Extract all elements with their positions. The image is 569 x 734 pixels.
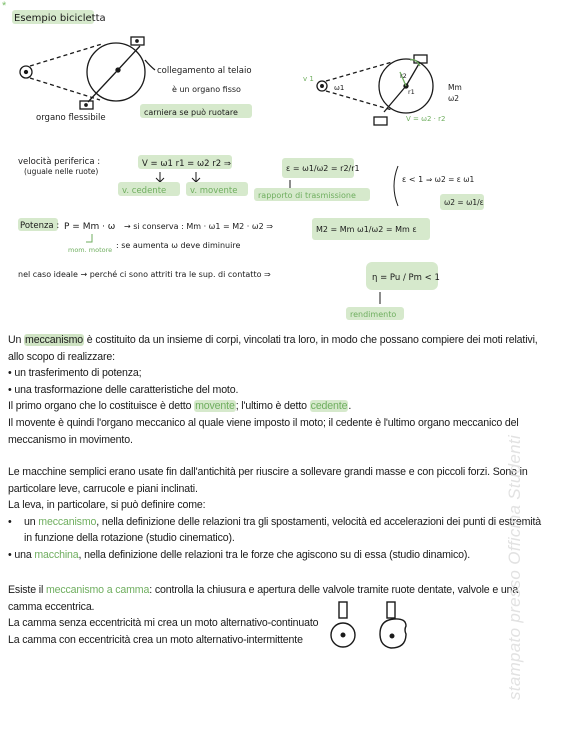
eps-less: ε < 1 (402, 175, 424, 184)
cases-brace (394, 166, 398, 206)
paragraph-camma (8, 582, 548, 615)
term-meccanismo-leva: meccanismo (38, 515, 97, 528)
paragraph-macchine-semplici: Le macchine semplici erano usate fin dall'antichità per riuscire a sollevare grandi masse e con piccoli forzi. Sono in particolare leve, carrucole e piani inclinati. (8, 466, 528, 495)
bicycle-diagram-left (20, 37, 155, 109)
bullet-trasferimento: • un trasferimento di potenza; (8, 367, 142, 380)
potenza-formula: P = Mm · ω (64, 222, 116, 232)
arrow-cedente (156, 172, 164, 182)
term-cedente: cedente (310, 400, 348, 413)
paragraph-camma-continuato: La camma senza eccentricità mi crea un moto alternativo-continuato (8, 617, 319, 630)
potenza-label: Potenza : (20, 221, 60, 231)
p2-text-b: ; l'ultimo è detto (235, 400, 310, 413)
paragraph-movente-cedente (8, 398, 548, 415)
label-organo-fisso: è un organo fisso (172, 85, 241, 94)
se-aumenta: : se aumenta ω deve diminuire (116, 241, 241, 250)
cam-sketches (328, 600, 418, 660)
label-carniera: carniera se può ruotare (144, 108, 238, 117)
term-macchina: macchina (34, 548, 79, 561)
eta-formula: η = Pu / Pm < 1 (372, 273, 440, 283)
label-w1: ω1 (334, 84, 345, 92)
si-conserva: → si conserva : Mm · ω1 = M2 · ω2 ⇒ (124, 222, 273, 231)
notes-title: Esempio bicicletta (14, 13, 106, 24)
corner-star-icon: * (2, 0, 7, 12)
term-meccanismo: meccanismo (25, 334, 84, 346)
epsilon-formula: ε = ω1/ω2 = r2/r1 (286, 164, 360, 173)
arrow-mom-motore (86, 234, 92, 242)
handwritten-notes (0, 0, 569, 330)
label-r1: r1 (408, 88, 415, 96)
rendimento: rendimento (350, 310, 397, 319)
p6-text-b: : controlla la chiusura e apertura delle valvole tramite ruote dentate, valvole e una camma eccentrica. (8, 584, 519, 613)
paragraph-meccanismo (8, 332, 548, 365)
eps-cases: ω2 = ω1/ε (444, 198, 484, 207)
cam-eccentric-icon (380, 602, 406, 648)
typed-section-camma (8, 582, 548, 648)
list-item-meccanismo (8, 514, 548, 547)
p2-text-c: . (348, 400, 352, 413)
velocita-sub: (uguale nelle ruote) (24, 167, 99, 176)
li1-text-a: un (24, 515, 39, 528)
caso-ideale: nel caso ideale → perché ci sono attriti tra le sup. di contatto ⇒ (18, 270, 271, 279)
p2-text-a: Il primo organo che lo costituisce è detto (8, 400, 195, 413)
bullet-mark: • (8, 515, 12, 528)
watermark: stampato presso Officina Studenti (505, 434, 524, 700)
p1-text-b: è costituito da un insieme di corpi, vincolati tra loro, in modo che possano compiere dei moti relativi, allo scopo di realizzare: (8, 334, 538, 363)
label-collegamento: collegamento al telaio (157, 66, 252, 76)
term-camma: meccanismo a camma (45, 584, 150, 596)
label-v-left: v 1 (303, 75, 314, 83)
velocita-formula: V = ω1 r1 = ω2 r2 ⇒ (142, 159, 231, 169)
label-mm: Mm (448, 83, 462, 92)
label-r2: r2 (400, 72, 407, 80)
paragraph-camma-intermittente: La camma con eccentricità crea un moto alternativo-intermittente (8, 633, 303, 646)
p6-text-a: Esiste il (8, 584, 46, 596)
paragraph-leva: La leva, in particolare, si può definire come: (8, 499, 206, 512)
p1-text-a: Un (8, 334, 25, 346)
term-movente: movente (195, 400, 235, 413)
paragraph-movente-definizione: Il movente è quindi l'organo meccanico al quale viene imposto il moto; il cedente è l'ultimo organo meccanico del meccanismo in movimento. (8, 416, 519, 446)
label-v-formula: V = ω2 · r2 (406, 115, 446, 123)
bullet-trasformazione: • una trasformazione delle caratteristiche del moto. (8, 383, 239, 396)
label-w2-right: ω2 (448, 94, 460, 103)
typed-section-meccanismo (8, 332, 548, 448)
eps-less-res: ⇒ ω2 = ε ω1 (426, 175, 475, 184)
mom-motore: mom. motore (68, 246, 113, 254)
velocita-title: velocità periferica : (18, 157, 101, 167)
v-cedente: v. cedente (122, 186, 167, 196)
li2-text-b: , nella definizione delle relazioni tra le forze che agiscono su di essa (studio dinamico). (78, 548, 471, 561)
rapporto: rapporto di trasmissione (258, 191, 356, 200)
v-movente: v. movente (190, 186, 238, 196)
arrow-movente (192, 172, 200, 182)
list-item-macchina (8, 547, 548, 564)
cam-centered-icon (331, 602, 355, 647)
label-organo-flessibile: organo flessibile (36, 113, 106, 123)
li1-text-b: , nella definizione delle relazioni tra gli spostamenti, velocità ed accelerazioni dei punti di estremità in funzione della rotazione (studio cinematico). (24, 515, 541, 545)
li2-text-a: • una (8, 548, 35, 561)
m2-formula: M2 = Mm ω1/ω2 = Mm ε (316, 225, 417, 234)
typed-section-leva (8, 464, 548, 564)
